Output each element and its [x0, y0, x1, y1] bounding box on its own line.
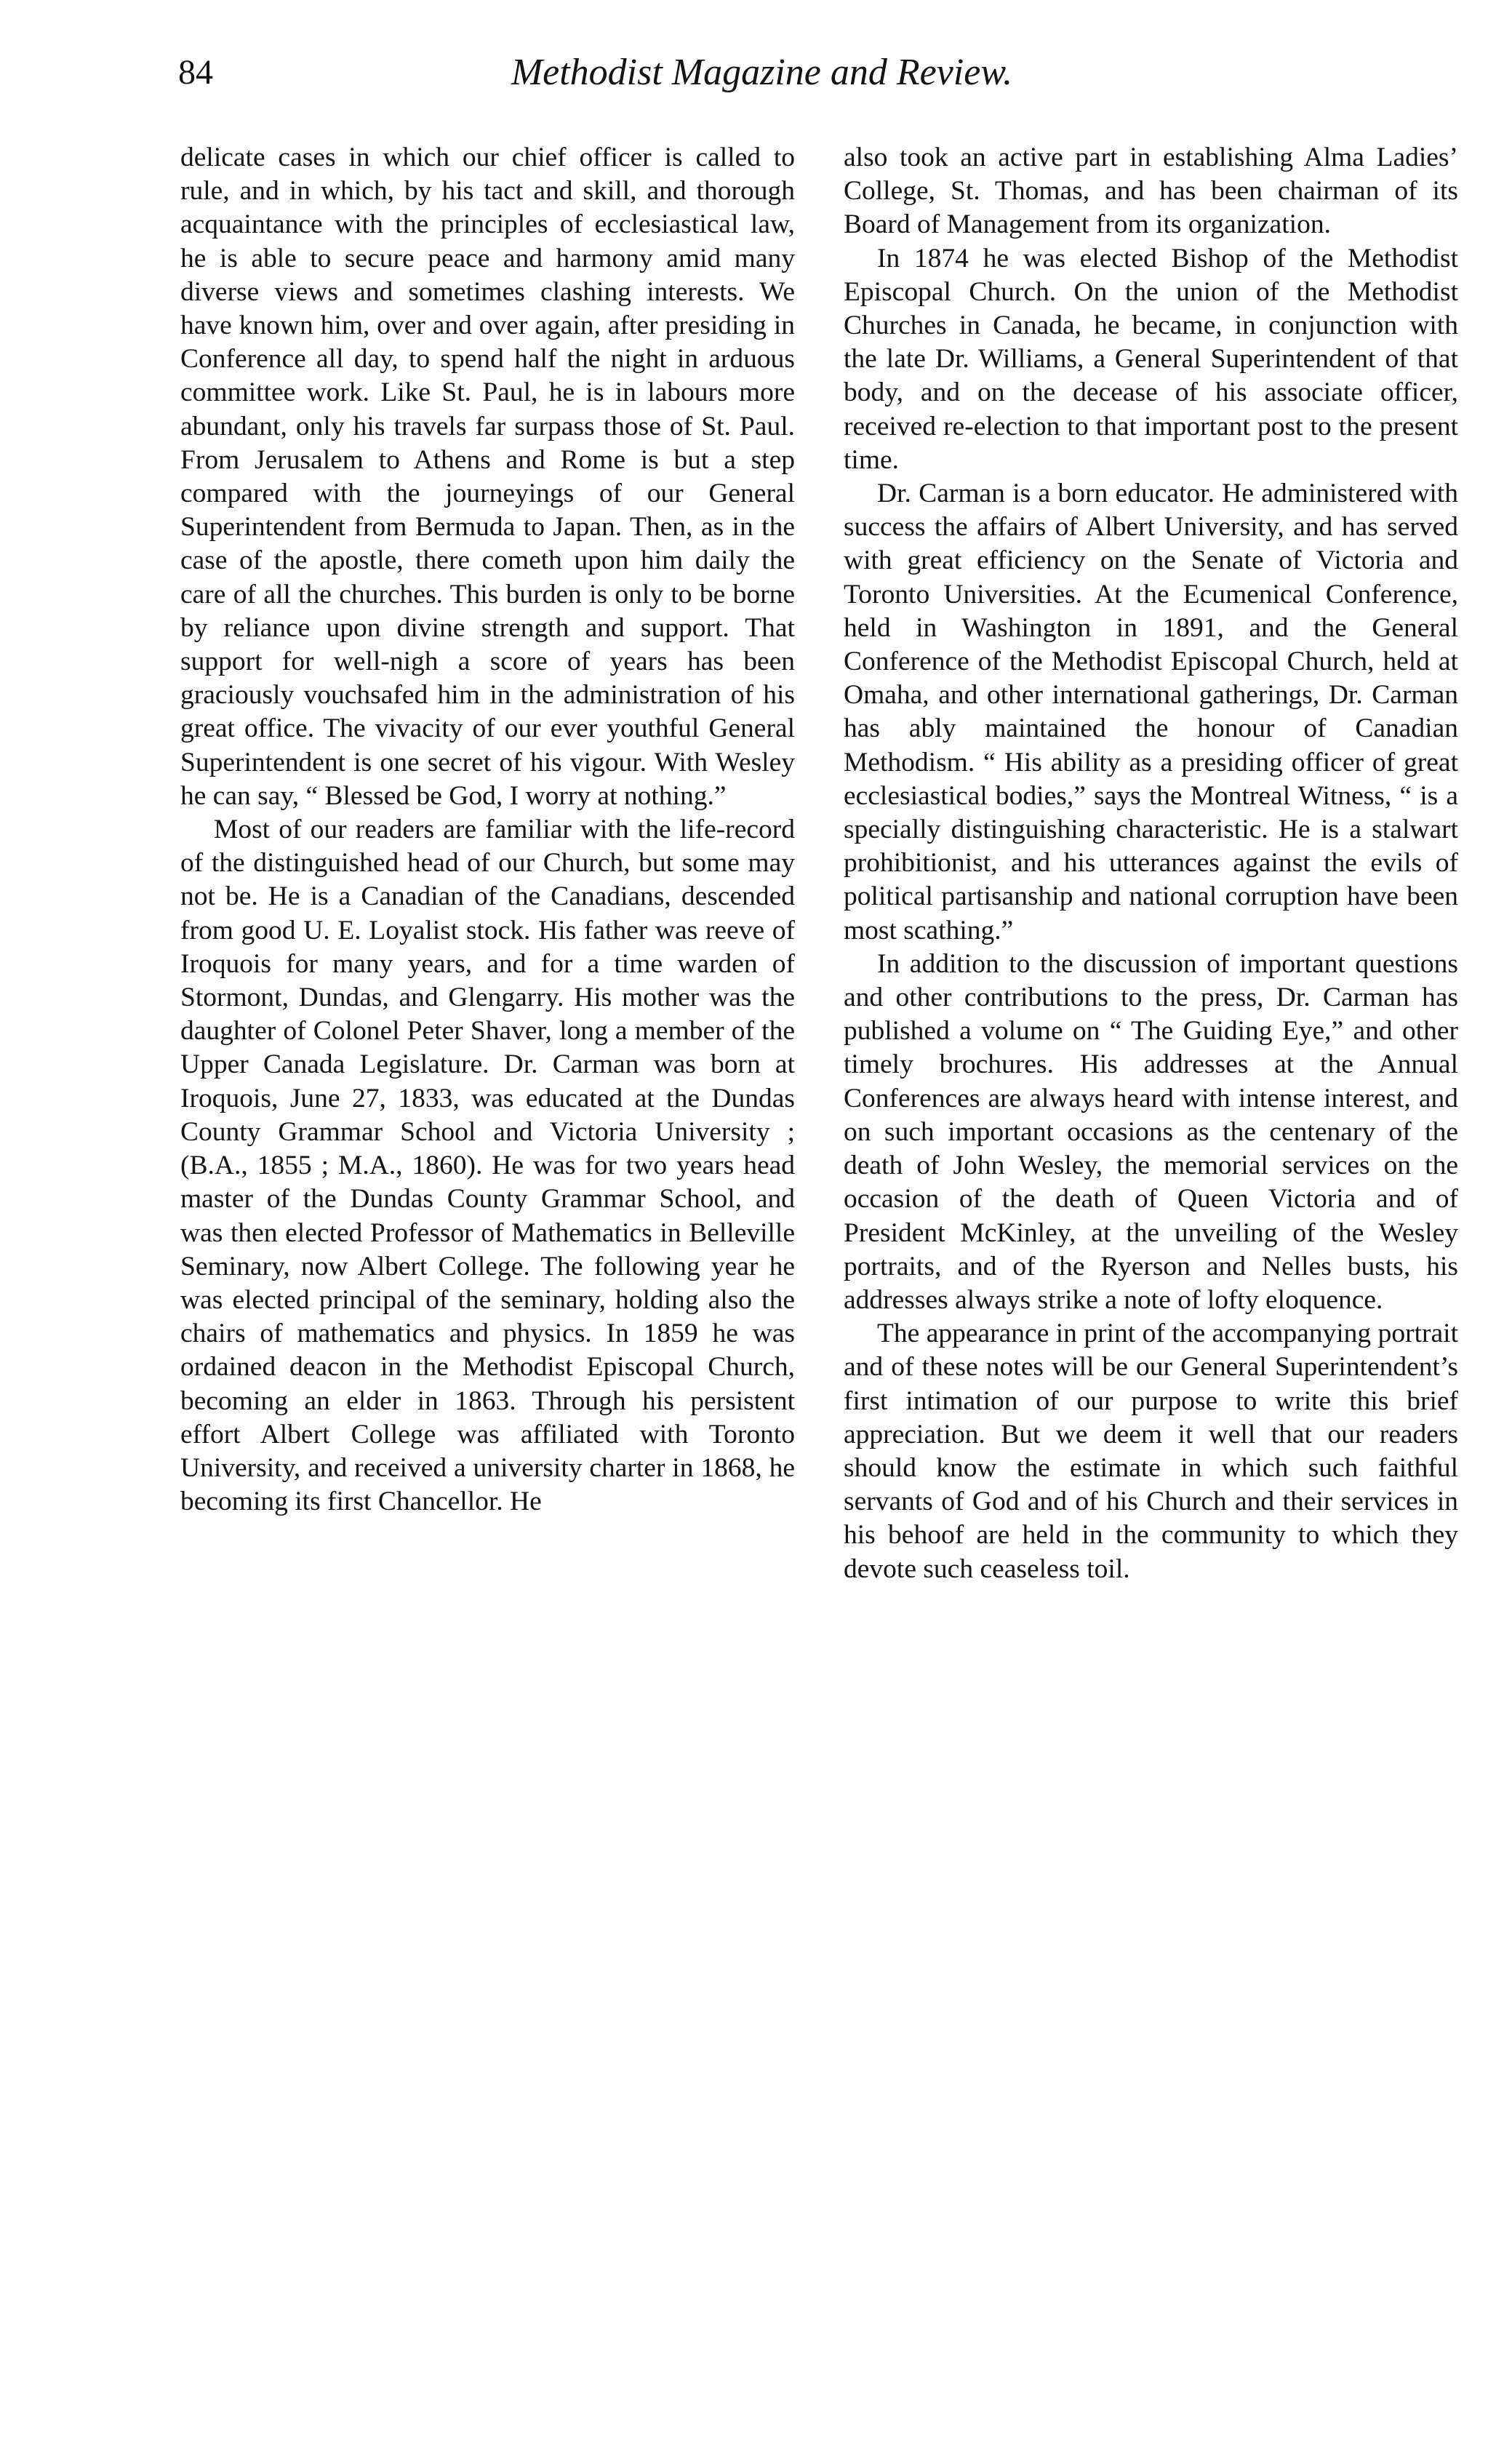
- right-column: [844, 141, 1458, 1586]
- page-number: 84: [178, 53, 213, 92]
- paragraph-life-record: Most of our readers are familiar with the life-record of the distinguished head of our Church, but some may not be. He is a Canadian of the Canadians, descended from good U. E. Loyalist stock. His father was reeve of Iroquois for many years, and for a time warden of Stormont, Dundas, and Glengarry. His mother was the daughter of Colonel Peter Shaver, long a member of the Upper Canada Legislature. Dr. Carman was born at Iroquois, June 27, 1833, was educated at the Dundas County Grammar School and Victoria University ; (B.A., 1855 ; M.A., 1860). He was for two years head master of the Dundas County Grammar School, and was then elected Professor of Mathematics in Belleville Seminary, now Albert College. The following year he was elected principal of the seminary, holding also the chairs of mathematics and physics. In 1859 he was ordained deacon in the Methodist Episcopal Church, becoming an elder in 1863. Through his persistent effort Albert College was affiliated with Toronto University, and received a university charter in 1868, he becoming its first Chancellor. He: [180, 815, 795, 1517]
- paragraph-educator: Dr. Carman is a born educator. He administered with success the affairs of Albert University, and has served with great efficiency on the Senate of Victoria and Toronto Universities. At the Ecumenical Conference, held in Washington in 1891, and the General Conference of the Methodist Episcopal Church, held at Omaha, and other international gatherings, Dr. Carman has ably maintained the honour of Canadian Methodism. “ His ability as a presiding officer of great ecclesiastical bodies,” says the Montreal Witness, “ is a specially distinguishing characteristic. He is a stalwart prohibitionist, and his utterances against the evils of political partisanship and national corruption have been most scathing.”: [844, 479, 1458, 945]
- paragraph-continued: delicate cases in which our chief officer is called to rule, and in which, by his tact and skill, and thorough acquaintance with the principles of ecclesiastical law, he is able to secure peace and harmony amid many diverse views and sometimes clashing interests. We have known him, over and over again, after presiding in Conference all day, to spend half the night in arduous committee work. Like St. Paul, he is in labours more abundant, only his travels far surpass those of St. Paul. From Jerusalem to Athens and Rome is but a step compared with the journeyings of our General Superintendent from Bermuda to Japan. Then, as in the case of the apostle, there cometh upon him daily the care of all the churches. This burden is only to be borne by reliance upon divine strength and support. That support for well-nigh a score of years has been graciously vouchsafed him in the administration of his great office. The vivacity of our ever youthful General Superintendent is one secret of his vigour. With Wesley he can say, “ Blessed be God, I worry at nothing.”: [180, 143, 795, 811]
- paragraph-bishop: In 1874 he was elected Bishop of the Methodist Episcopal Church. On the union of the Methodist Churches in Canada, he became, in conjunction with the late Dr. Williams, a General Superintendent of that body, and on the decease of his associate officer, received re-election to that important post to the present time.: [844, 243, 1458, 475]
- left-column: [180, 141, 795, 1519]
- paragraph-publications: In addition to the discussion of important questions and other contributions to the press, Dr. Carman has published a volume on “ The Guiding Eye,” and other timely brochures. His addresses at the Annual Conferences are always heard with intense interest, and on such important occasions as the centenary of the death of John Wesley, the memorial services on the occasion of the death of Queen Victoria and of President McKinley, at the unveiling of the Wesley portraits, and of the Ryerson and Nelles busts, his addresses always strike a note of lofty eloquence.: [844, 948, 1458, 1315]
- paragraph-appreciation: The appearance in print of the accompanying portrait and of these notes will be our General Superintendent’s first intimation of our purpose to write this brief appreciation. But we deem it well that our readers should know the estimate in which such faithful servants of God and of his Church and their services in his behoof are held in the community to which they devote such ceaseless toil.: [844, 1319, 1458, 1584]
- page-header: [178, 51, 1345, 109]
- paragraph-alma-college: also took an active part in establishing Alma Ladies’ College, St. Thomas, and has been chairman of its Board of Management from its organization.: [844, 143, 1458, 240]
- running-title: Methodist Magazine and Review.: [511, 52, 1013, 93]
